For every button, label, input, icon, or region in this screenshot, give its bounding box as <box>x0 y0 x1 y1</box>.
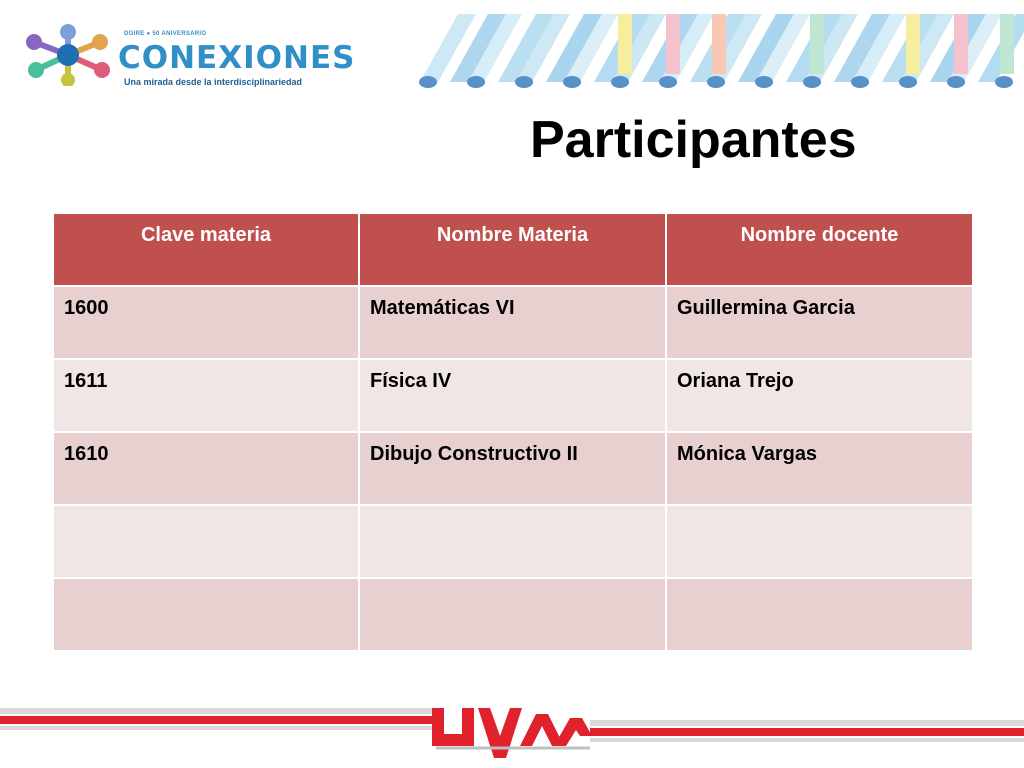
network-logo-icon <box>22 24 114 86</box>
cell-docente <box>666 578 973 651</box>
cell-clave <box>53 578 359 651</box>
cell-materia <box>359 505 666 578</box>
cell-docente: Oriana Trejo <box>666 359 973 432</box>
column-header-clave: Clave materia <box>53 213 359 286</box>
footer-band <box>0 700 1024 768</box>
participants-table <box>52 212 974 652</box>
cell-docente <box>666 505 973 578</box>
table-header-row <box>53 213 973 286</box>
cell-clave <box>53 505 359 578</box>
table-row <box>53 432 973 505</box>
cell-materia: Física IV <box>359 359 666 432</box>
decorative-stripes <box>410 10 1024 92</box>
column-header-nombre-docente: Nombre docente <box>666 213 973 286</box>
stripe-group <box>420 14 1024 82</box>
table-row <box>53 359 973 432</box>
table-row <box>53 286 973 359</box>
column-header-nombre-materia: Nombre Materia <box>359 213 666 286</box>
logo-anniversary-text: DGIRE ● 50 ANIVERSARIO <box>124 31 207 37</box>
conexiones-logo <box>18 22 378 88</box>
cell-materia: Dibujo Constructivo II <box>359 432 666 505</box>
cell-clave: 1600 <box>53 286 359 359</box>
cell-docente: Guillermina Garcia <box>666 286 973 359</box>
logo-tagline: Una mirada desde la interdisciplinariedad <box>124 77 303 87</box>
cell-materia: Matemáticas VI <box>359 286 666 359</box>
table-row-empty <box>53 505 973 578</box>
cell-clave: 1611 <box>53 359 359 432</box>
cell-clave: 1610 <box>53 432 359 505</box>
page-title: Participantes <box>530 111 857 169</box>
cell-materia <box>359 578 666 651</box>
cell-docente: Mónica Vargas <box>666 432 973 505</box>
uvaa-logo-icon <box>432 708 592 758</box>
table-row-empty <box>53 578 973 651</box>
logo-title: CONEXIONES <box>118 40 356 76</box>
